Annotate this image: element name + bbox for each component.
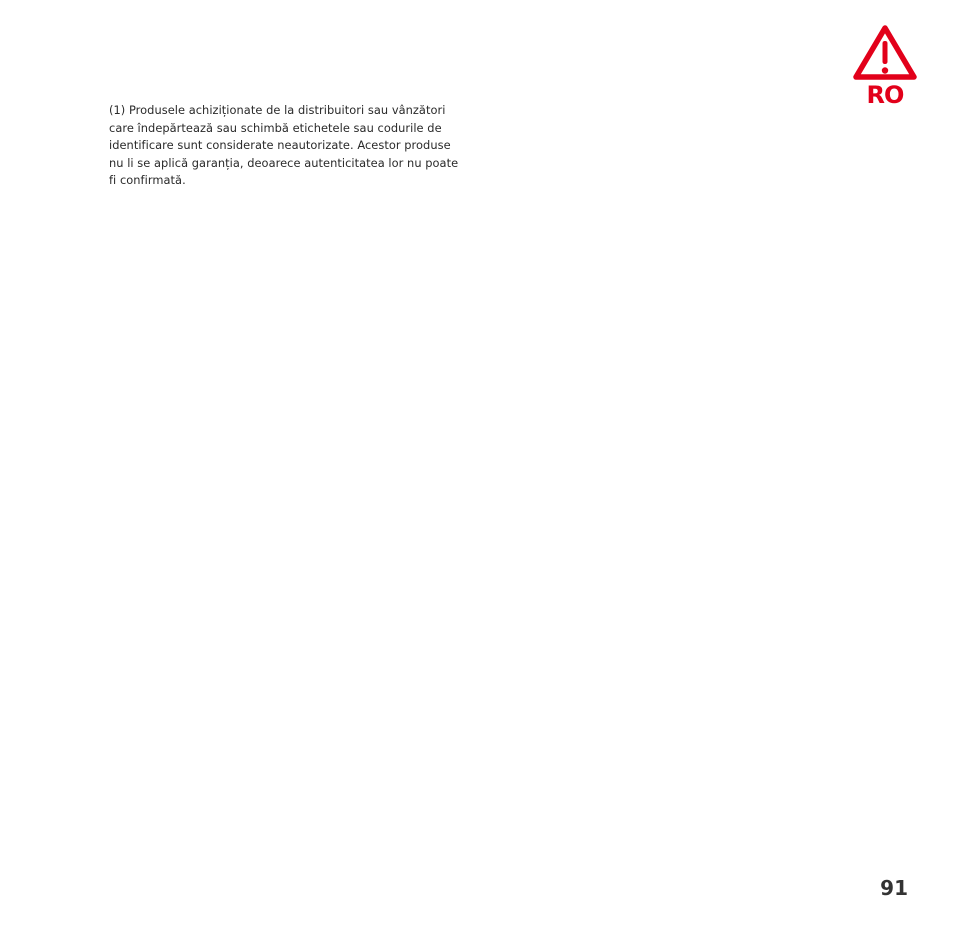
footnote-line: (1) Produsele achiziționate de la distribuitori sau vânzători [109,103,446,117]
language-code: RO [866,81,904,109]
page-number: 91 [880,876,908,900]
footnote-line: identificare sunt considerate neautorizate. Acestor produse [109,138,451,153]
warning-triangle-icon [851,22,919,84]
footnote-text [109,102,479,190]
language-badge [850,22,920,112]
footnote-line: nu li se aplică garanția, deoarece autenticitatea lor nu poate [109,155,459,170]
footnote-line: fi confirmată. [109,173,186,188]
footnote-line: care îndepărtează sau schimbă etichetele sau codurile de [109,120,442,135]
